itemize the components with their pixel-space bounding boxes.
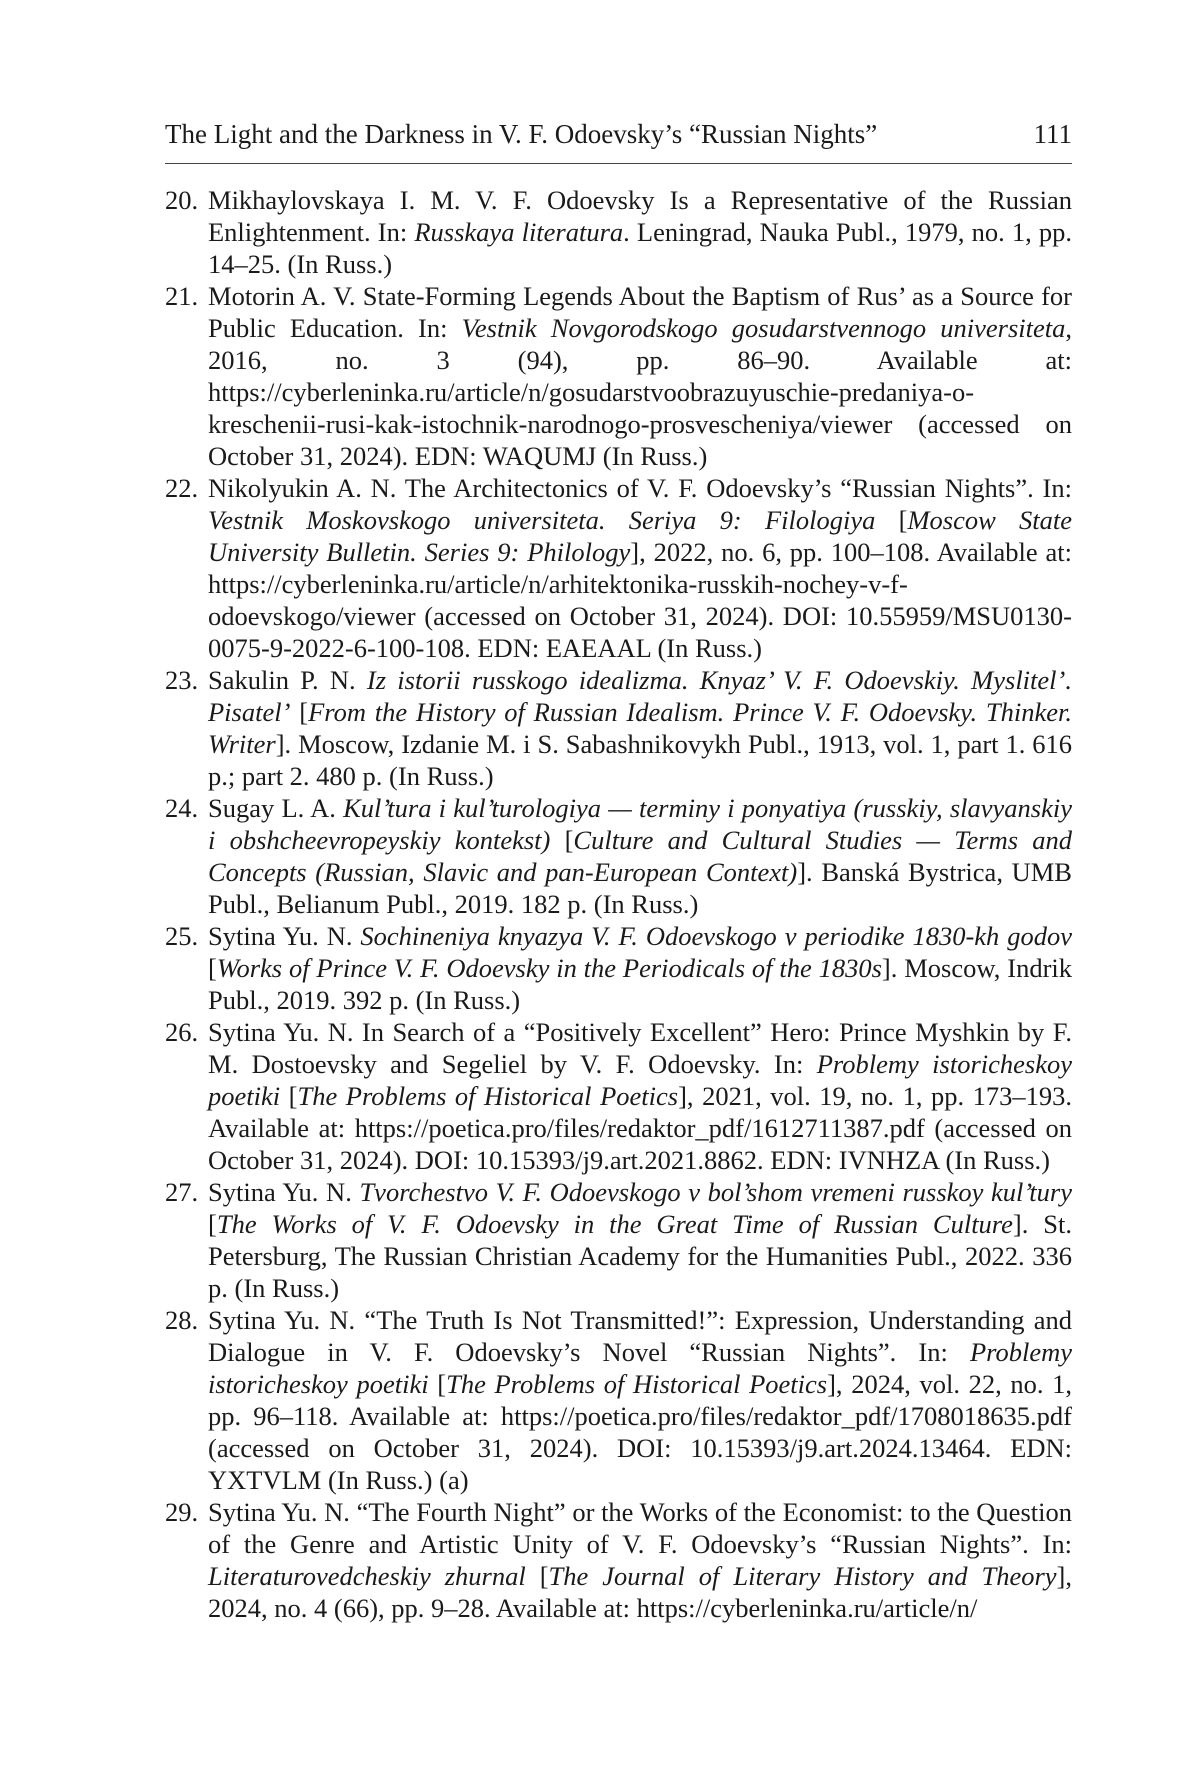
reference-text xyxy=(208,280,1072,472)
reference-number: 21. xyxy=(165,281,199,311)
reference-number: 22. xyxy=(165,473,199,503)
reference-text-segment: [ xyxy=(280,1081,298,1111)
reference-number: 29. xyxy=(165,1497,199,1527)
reference-title-italic: Culture and Cultural Studies — Terms and Concepts (Russian, Slavic and pan-European Context) xyxy=(208,825,1072,887)
reference-item xyxy=(165,664,1072,792)
reference-text-segment: Sytina Yu. N. xyxy=(208,921,361,951)
reference-item xyxy=(165,184,1072,280)
reference-text-segment: ], 2024, vol. 22, no. 1, pp. 96–118. Available at: https://poetica.pro/files/redaktor_pdf/1708018635.pdf (accessed on October 31, 2024). DOI: 10.15393/j9.art.2024.13464. EDN: YXTVLM (In Russ.) (a) xyxy=(208,1369,1073,1495)
reference-list xyxy=(165,184,1072,1624)
reference-text-segment: [ xyxy=(290,697,309,727)
reference-title-italic: Russkaya literatura xyxy=(414,217,624,247)
reference-text-segment: Sytina Yu. N. “The Fourth Night” or the Works of the Economist: to the Question of the Genre and Artistic Unity of V. F. Odoevsky’s “Russian Nights”. In: xyxy=(208,1497,1072,1559)
reference-number: 27. xyxy=(165,1177,199,1207)
reference-text-segment: [ xyxy=(428,1369,447,1399)
reference-item xyxy=(165,1016,1072,1176)
reference-text xyxy=(208,472,1072,664)
reference-title-italic: Literaturovedcheskiy zhurnal xyxy=(208,1561,526,1591)
reference-title-italic: The Journal of Literary History and Theory xyxy=(548,1561,1057,1591)
reference-title-italic: The Works of V. F. Odoevsky in the Great Time of Russian Culture xyxy=(216,1209,1013,1239)
reference-text-segment: ]. Banská Bystrica, UMB Publ., Belianum Publ., 2019. 182 p. (In Russ.) xyxy=(208,857,1072,919)
reference-title-italic: Sochineniya knyazya V. F. Odoevskogo v periodike 1830-kh godov xyxy=(360,921,1072,951)
reference-title-italic: Tvorchestvo V. F. Odoevskogo v bol’shom vremeni russkoy kul’tury xyxy=(359,1177,1072,1207)
running-header xyxy=(165,118,1072,150)
reference-item xyxy=(165,1176,1072,1304)
reference-text xyxy=(208,1016,1072,1176)
reference-item xyxy=(165,1496,1072,1624)
reference-text xyxy=(208,1304,1072,1496)
reference-number: 20. xyxy=(165,185,199,215)
reference-text-segment: Sytina Yu. N. “The Truth Is Not Transmitted!”: Expression, Understanding and Dialogue in V. F. Odoevsky’s Novel “Russian Nights”. In: xyxy=(208,1305,1072,1367)
reference-title-italic: Iz istorii russkogo idealizma. Knyaz’ V. F. Odoevskiy. Myslitel’. Pisatel’ xyxy=(208,665,1072,727)
reference-text-segment: ]. Moscow, Indrik Publ., 2019. 392 p. (In Russ.) xyxy=(208,953,1073,1015)
reference-text-segment: [ xyxy=(550,825,574,855)
reference-title-italic: From the History of Russian Idealism. Prince V. F. Odoevsky. Thinker. Writer xyxy=(208,697,1073,759)
reference-text xyxy=(208,1176,1072,1304)
reference-text-segment: Nikolyukin A. N. The Architectonics of V. F. Odoevsky’s “Russian Nights”. In: xyxy=(208,473,1072,503)
reference-item xyxy=(165,472,1072,664)
reference-number: 26. xyxy=(165,1017,199,1047)
reference-title-italic: Vestnik Moskovskogo universiteta. Seriya 9: Filologiya xyxy=(208,505,876,535)
reference-text-segment: Sugay L. A. xyxy=(208,793,344,823)
reference-text xyxy=(208,184,1072,280)
reference-title-italic: The Problems of Historical Poetics xyxy=(297,1081,679,1111)
reference-text-segment: ], 2022, no. 6, pp. 100–108. Available at: https://cyberleninka.ru/article/n/arhitektonika-russkih-nochey-v-f-odoevskogo/viewer (accessed on October 31, 2024). DOI: 10.55959/MSU0130-0075-9-2022-6-100-108. EDN: EAEAAL (In Russ.) xyxy=(208,537,1072,663)
reference-item xyxy=(165,920,1072,1016)
reference-text-segment: [ xyxy=(525,1561,549,1591)
reference-number: 23. xyxy=(165,665,199,695)
reference-item xyxy=(165,280,1072,472)
reference-text-segment: ]. St. Petersburg, The Russian Christian Academy for the Humanities Publ., 2022. 336 p. (In Russ.) xyxy=(208,1209,1072,1303)
reference-text-segment: [ xyxy=(208,953,217,983)
reference-title-italic: Problemy istoricheskoy poetiki xyxy=(208,1337,1072,1399)
reference-item xyxy=(165,792,1072,920)
reference-title-italic: The Problems of Historical Poetics xyxy=(446,1369,828,1399)
reference-text xyxy=(208,664,1072,792)
reference-text-segment: Motorin A. V. State-Forming Legends About the Baptism of Rus’ as a Source for Public Education. In: xyxy=(208,281,1072,343)
reference-number: 25. xyxy=(165,921,199,951)
reference-number: 24. xyxy=(165,793,199,823)
reference-text-segment: Sytina Yu. N. xyxy=(208,1177,360,1207)
reference-text-segment: ], 2021, vol. 19, no. 1, pp. 173–193. Available at: https://poetica.pro/files/redaktor_pdf/1612711387.pdf (accessed on October 31, 2024). DOI: 10.15393/j9.art.2021.8862. EDN: IVNHZA (In Russ.) xyxy=(208,1081,1073,1175)
reference-text xyxy=(208,1496,1072,1624)
reference-title-italic: Works of Prince V. F. Odoevsky in the Periodicals of the 1830s xyxy=(216,953,882,983)
reference-number: 28. xyxy=(165,1305,199,1335)
reference-text-segment: . Leningrad, Nauka Publ., 1979, no. 1, pp. 14–25. (In Russ.) xyxy=(208,217,1072,279)
reference-title-italic: Problemy istoricheskoy poetiki xyxy=(208,1049,1072,1111)
reference-text-segment: ], 2024, no. 4 (66), pp. 9–28. Available at: https://cyberleninka.ru/article/n/ xyxy=(208,1561,1072,1623)
header-divider xyxy=(165,163,1072,164)
reference-text xyxy=(208,920,1072,1016)
reference-text-segment: Mikhaylovskaya I. M. V. F. Odoevsky Is a Representative of the Russian Enlightenment. In: xyxy=(208,185,1072,247)
reference-text-segment: [ xyxy=(208,1209,217,1239)
reference-title-italic: Vestnik Novgorodskogo gosudarstvennogo universiteta xyxy=(461,313,1066,343)
reference-text-segment: ]. Moscow, Izdanie M. i S. Sabashnikovykh Publ., 1913, vol. 1, part 1. 616 p.; part 2. 480 p. (In Russ.) xyxy=(208,729,1072,791)
reference-title-italic: Kul’tura i kul’turologiya — terminy i ponyatiya (russkiy, slavyanskiy i obshcheevropeyskiy kontekst) xyxy=(208,793,1072,855)
reference-title-italic: Moscow State University Bulletin. Series 9: Philology xyxy=(208,505,1072,567)
reference-text-segment: Sytina Yu. N. In Search of a “Positively Excellent” Hero: Prince Myshkin by F. M. Dostoevsky and Segeliel by V. F. Odoevsky. In: xyxy=(208,1017,1072,1079)
reference-text-segment: Sakulin P. N. xyxy=(208,665,367,695)
reference-text-segment: , 2016, no. 3 (94), pp. 86–90. Available at: https://cyberleninka.ru/article/n/gosudarstvoobrazuyuschie-predaniya-o-kreschenii-rusi-kak-istochnik-narodnogo-prosvescheniya/viewer (accessed on October 31, 2024). EDN: WAQUMJ (In Russ.) xyxy=(208,313,1072,471)
reference-text-segment: [ xyxy=(875,505,908,535)
page-number: 111 xyxy=(1033,119,1072,149)
running-header-title: The Light and the Darkness in V. F. Odoevsky’s “Russian Nights” xyxy=(165,119,878,149)
reference-item xyxy=(165,1304,1072,1496)
reference-text xyxy=(208,792,1072,920)
